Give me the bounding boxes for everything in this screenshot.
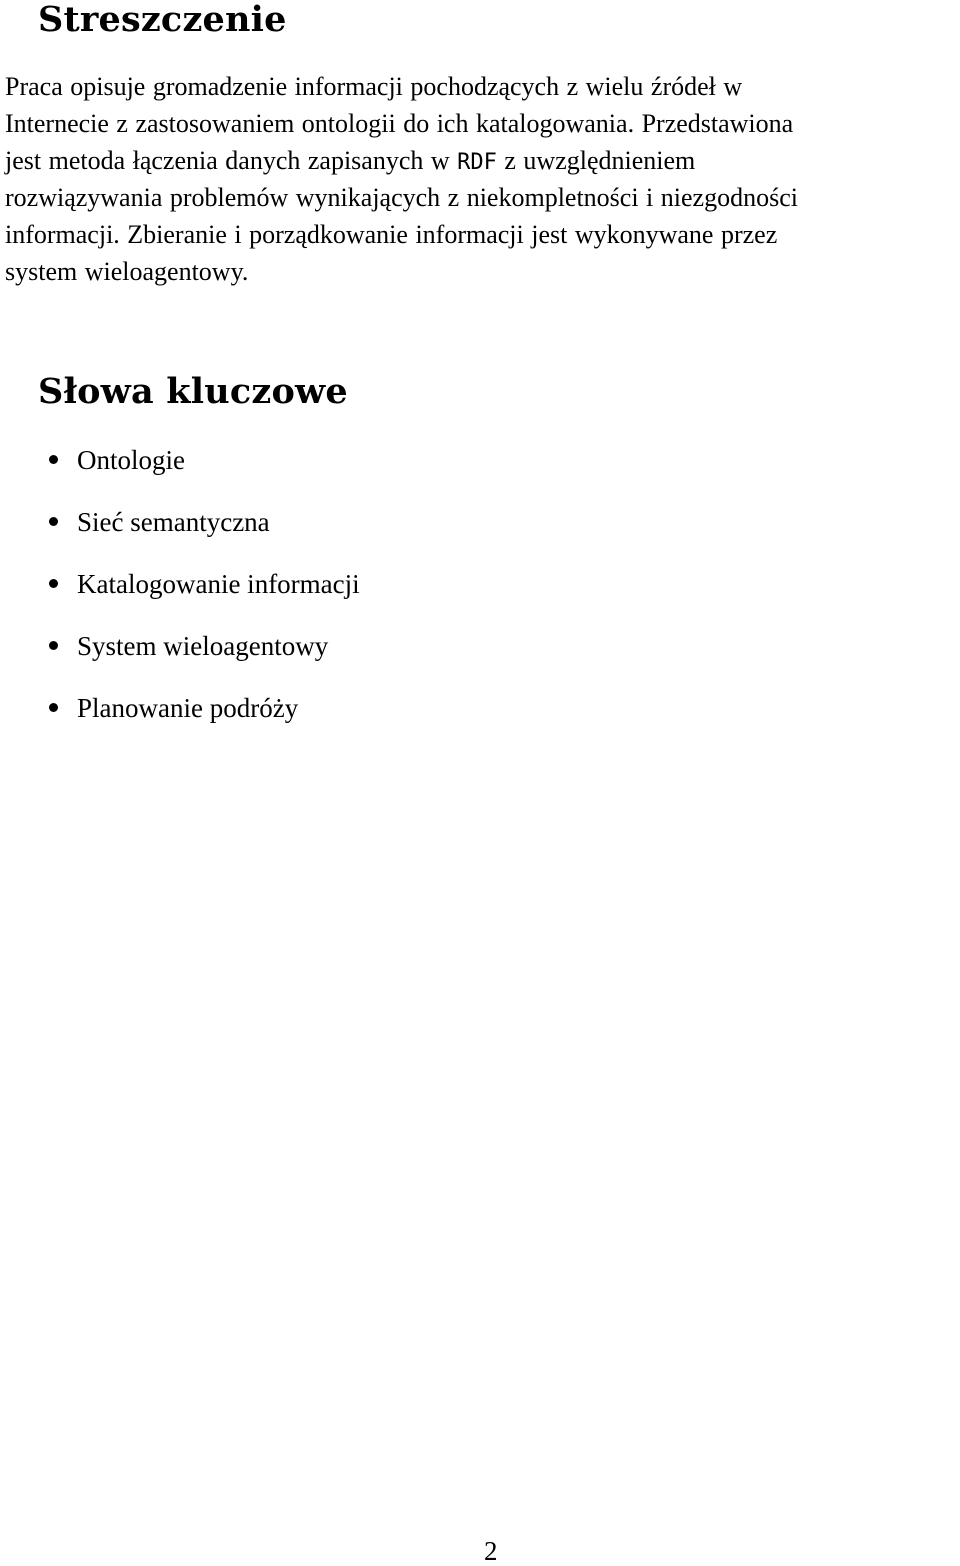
rdf-code-term: RDF — [457, 150, 497, 175]
abstract-line — [5, 142, 960, 179]
page-number: 2 — [484, 1536, 498, 1566]
keyword-text: Sieć semantyczna — [77, 507, 270, 537]
keyword-text: Ontologie — [77, 445, 185, 475]
keywords-list — [0, 440, 960, 750]
bullet-icon — [49, 579, 58, 588]
abstract-line: Internecie z zastosowaniem ontologii do ich katalogowania. Przedstawiona — [5, 109, 794, 138]
abstract-line: system wieloagentowy. — [5, 257, 249, 286]
keywords-heading: Słowa kluczowe — [38, 371, 348, 412]
abstract-heading: Streszczenie — [38, 0, 287, 40]
keyword-text: Planowanie podróży — [77, 693, 299, 723]
abstract-line-text: z uwzględnieniem — [496, 146, 696, 175]
bullet-icon — [49, 703, 58, 712]
keyword-item — [0, 564, 960, 626]
abstract-line: Praca opisuje gromadzenie informacji pochodzących z wielu źródeł w — [5, 72, 743, 101]
keyword-item — [0, 440, 960, 502]
keyword-item — [0, 626, 960, 688]
keyword-text: System wieloagentowy — [77, 631, 329, 661]
keyword-text: Katalogowanie informacji — [77, 569, 360, 599]
abstract-line: rozwiązywania problemów wynikających z niekompletności i niezgodności — [5, 183, 798, 212]
abstract-line-text: jest metoda łączenia danych zapisanych w — [5, 146, 458, 175]
abstract-line: informacji. Zbieranie i porządkowanie informacji jest wykonywane przez — [5, 220, 778, 249]
bullet-icon — [49, 641, 58, 650]
bullet-icon — [49, 517, 58, 526]
bullet-icon — [49, 455, 58, 464]
keyword-item — [0, 502, 960, 564]
keyword-item — [0, 688, 960, 750]
abstract-paragraph — [5, 68, 960, 290]
